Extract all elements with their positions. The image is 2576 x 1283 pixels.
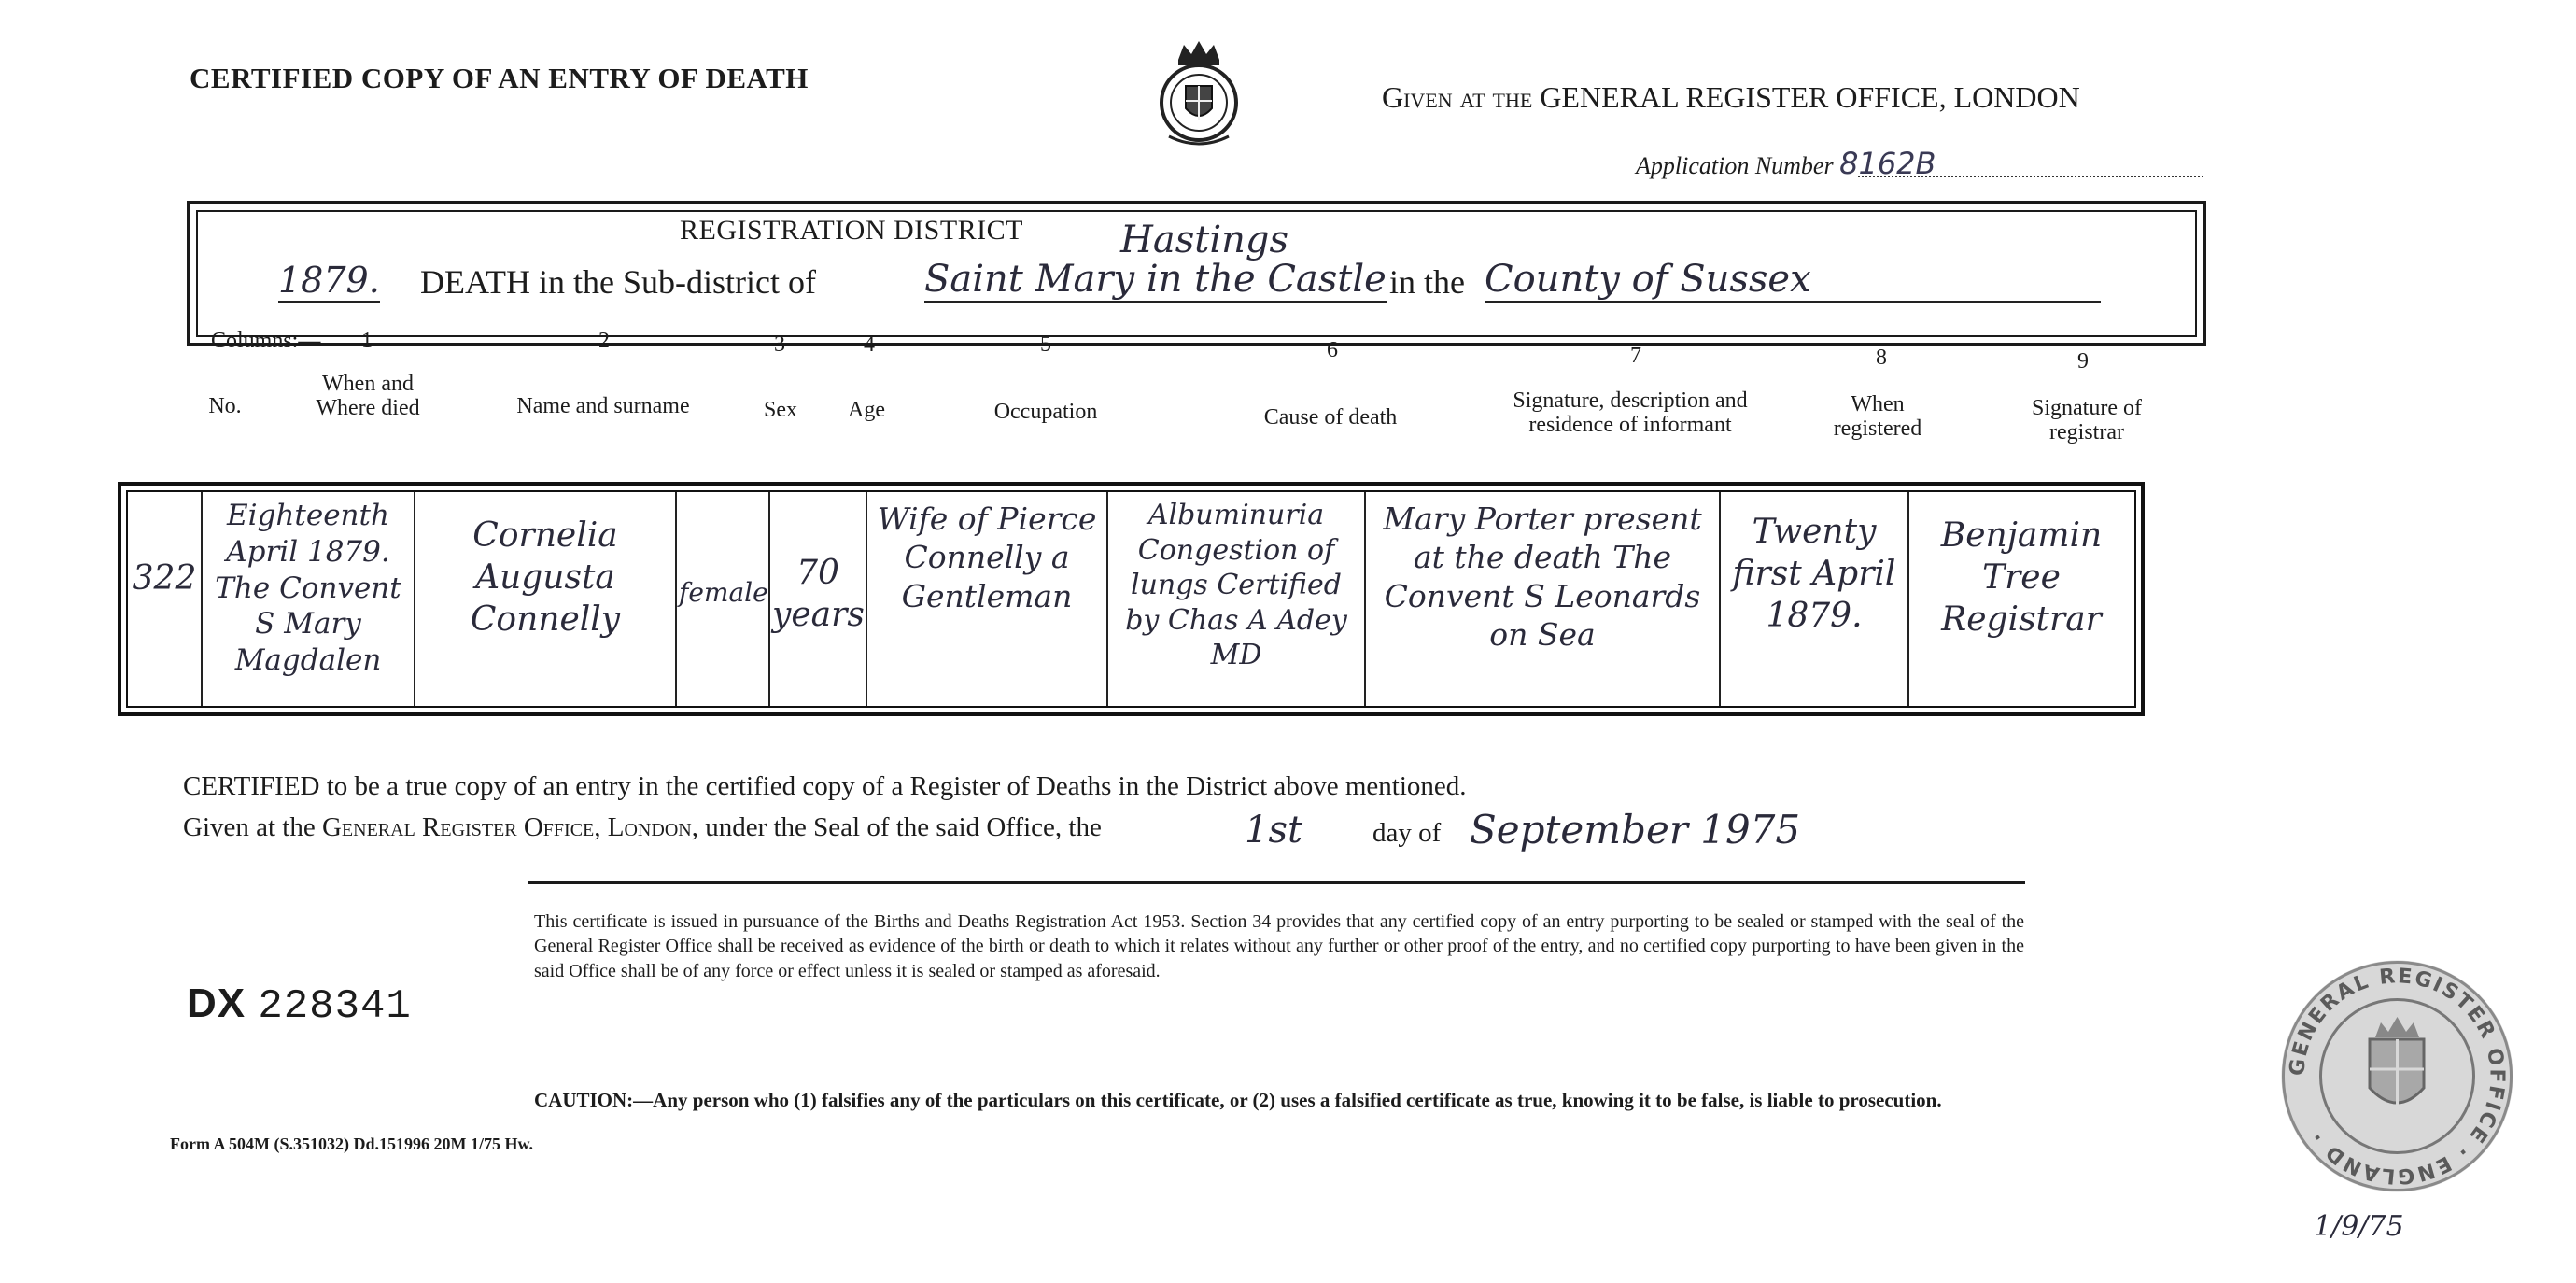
given-under-seal-suffix: under the Seal of the said Office, the	[705, 812, 1102, 842]
form-number: Form A 504M (S.351032) Dd.151996 20M 1/75 Hw.	[170, 1135, 533, 1153]
given-under-seal	[183, 812, 1102, 843]
column-number: 9	[2077, 349, 2089, 374]
header-informant: Signature, description and residence of informant	[1513, 388, 1748, 438]
header-age: Age	[848, 398, 885, 422]
entry-registrar: Benjamin Tree Registrar	[1940, 516, 2103, 639]
entry-cause-of-death: Albuminuria Congestion of lungs Certified by Chas A Adey MD	[1125, 499, 1347, 671]
certificate-serial	[187, 980, 412, 1030]
in-the-label: in the	[1389, 263, 1465, 301]
column-number: 6	[1327, 338, 1338, 362]
application-value: 8162B	[1839, 146, 1936, 181]
caution-notice: CAUTION:—Any person who (1) falsifies any of the particulars on this certificate, or (2) uses a falsified certificate as true, knowing it to be false, is liable to prosecution.	[534, 1089, 1942, 1111]
given-under-seal-prefix: Given at the	[183, 812, 316, 842]
registration-district-value: Hastings	[1120, 219, 1289, 261]
divider-rule	[528, 881, 2025, 884]
general-register-office-seal-icon	[2278, 957, 2516, 1195]
application-label: Application Number	[1636, 152, 1834, 179]
header-signature-registrar: Signature of registrar	[2032, 396, 2142, 445]
registration-district-label: REGISTRATION DISTRICT	[680, 215, 1023, 246]
entry-sex: female	[679, 577, 768, 608]
header-sex: Sex	[764, 398, 797, 422]
county-value: County of Sussex	[1485, 258, 2101, 303]
header-cause-of-death: Cause of death	[1263, 405, 1398, 430]
registration-year: 1879.	[278, 260, 380, 301]
entry-age: 70 years	[772, 554, 865, 634]
entry-informant: Mary Porter present at the death The Convent S Leonards on Sea	[1383, 501, 1702, 653]
entry-when-registered: Twenty first April 1879.	[1732, 513, 1896, 635]
header-when-registered: When registered	[1833, 392, 1922, 442]
entry-occupation: Wife of Pierce Connelly a Gentleman	[877, 501, 1097, 614]
given-under-seal-office: General Register Office, London,	[321, 812, 698, 842]
column-number: 7	[1630, 344, 1641, 368]
serial-prefix: DX	[187, 980, 246, 1026]
pencil-date-note: 1/9/75	[2314, 1210, 2404, 1243]
entry-no: 322	[132, 559, 197, 598]
seal-lettering: GENERAL REGISTER OFFICE · ENGLAND ·	[2286, 965, 2509, 1188]
subdistrict-value: Saint Mary in the Castle	[924, 258, 1387, 301]
column-number: 8	[1876, 345, 1887, 370]
header-occupation: Occupation	[993, 400, 1098, 424]
certified-day: 1st	[1245, 809, 1303, 852]
given-at-office	[1382, 80, 2080, 115]
header-no: No.	[208, 394, 242, 418]
given-prefix: Given at the	[1382, 80, 1533, 114]
header-name-surname: Name and surname	[516, 394, 690, 418]
column-number: 3	[774, 332, 785, 357]
day-of-label: day of	[1372, 818, 1442, 848]
application-dotted-line	[1858, 176, 2203, 177]
death-entry-row	[118, 482, 2145, 716]
column-number: 4	[864, 332, 875, 357]
column-number: 5	[1040, 332, 1051, 357]
certified-month-year: September 1975	[1470, 807, 1801, 853]
entry-when-where-died: Eighteenth April 1879. The Convent S Mary Magdalen	[215, 499, 401, 677]
certificate-title: CERTIFIED COPY OF AN ENTRY OF DEATH	[190, 62, 809, 94]
column-number: 2	[598, 329, 610, 353]
royal-coat-of-arms-icon	[1150, 37, 1248, 148]
columns-label: Columns:—	[211, 329, 321, 353]
entry-name: Cornelia Augusta Connelly	[470, 516, 621, 639]
given-office: GENERAL REGISTER OFFICE, LONDON	[1540, 80, 2080, 114]
legal-notice: This certificate is issued in pursuance of the Births and Deaths Registration Act 1953. Section 34 provides that any certified copy of an entry purporting to be sealed or stamped with the seal of the General Register Office shall be received as evidence of the birth or death to which it relates without any further or other proof of the entry, and no certified copy purporting to have been given in the said Office shall be of any force or effect unless it is sealed or stamped as aforesaid.	[534, 911, 2024, 981]
column-number: 1	[361, 329, 373, 353]
death-subdistrict-label: DEATH in the Sub-district of	[420, 263, 816, 301]
serial-number: 228341	[258, 983, 412, 1030]
header-when-where-died: When and Where died	[316, 372, 420, 421]
certified-statement: CERTIFIED to be a true copy of an entry in the certified copy of a Register of Deaths in the District above mentioned.	[183, 771, 1467, 801]
